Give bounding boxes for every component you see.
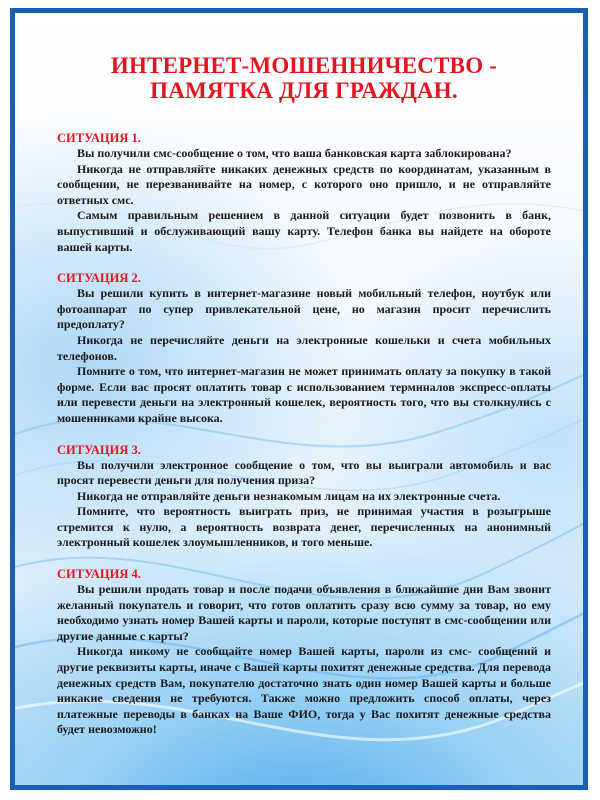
poster-frame [10, 8, 588, 790]
situation-paragraph: Никогда не перечисляйте деньги на электронные кошельки и счета мобильных телефонов. [57, 332, 551, 363]
page-title [57, 53, 551, 103]
title-line-1: ИНТЕРНЕТ-МОШЕННИЧЕСТВО - [110, 53, 498, 78]
situation-paragraph: Никогда не отправляйте никаких денежных средств по координатам, указанным в сообщении, не перезванивайте на номер, с которого оно пришло, и не отправляйте ответных смс. [57, 161, 551, 207]
situation-heading: СИТУАЦИЯ 1. [57, 131, 141, 145]
situation-paragraph: Помните о том, что интернет-магазин не может принимать оплату за покупку в такой форме. Если вас просят оплатить товар с использованием терминалов экспресс-оплаты или перевести деньги на электронный кошелек, вероятность того, что вы столкнулись с мошенниками крайне высока. [57, 364, 551, 425]
situation-4 [57, 567, 551, 738]
situation-heading: СИТУАЦИЯ 4. [57, 567, 141, 582]
situation-paragraph: Вы решили продать товар и после подачи объявления в ближайшие дни Вам звонит желанный покупатель и говорит, что готов оплатить сразу всю сумму за товар, но ему необходимо узнать номер Вашей карты и пароли, которые поступят в смс-сообщении или другие данные с карты? [57, 582, 551, 643]
situation-paragraph: Помните, что вероятность выиграть приз, не принимая участия в розыгрыше стремится к нулю, а вероятность возврата денег, перечисленных на анонимный электронный кошелек злоумышленников, и того меньше. [57, 504, 551, 550]
situation-paragraph: Вы получили смс-сообщение о том, что ваша банковская карта заблокирована? [77, 146, 512, 160]
situation-paragraph: Никогда никому не сообщайте номер Вашей карты, пароли из смс- сообщений и другие реквизиты карты, иначе с Вашей карты похитят денежные средства. Для перевода денежных средств Вам, покупателю достаточно знать один номер Вашей карты и больше никакие сведения не требуются. Также можно предложить способ оплаты, через платежные переводы в банках на Ваше ФИО, тогда у Вас похитят денежные средства будет невозможно! [57, 644, 551, 737]
situation-paragraph: Вы решили купить в интернет-магазине новый мобильный телефон, ноутбук или фотоаппарат по супер привлекательной цене, но магазин просит перечислить предоплату? [57, 286, 551, 332]
situation-heading: СИТУАЦИЯ 3. [57, 442, 141, 457]
situation-3 [57, 443, 551, 552]
situation-paragraph: Никогда не отправляйте деньги незнакомым лицам на их электронные счета. [77, 488, 501, 503]
situation-heading: СИТУАЦИЯ 2. [57, 271, 141, 286]
title-line-2: ПАМЯТКА ДЛЯ ГРАЖДАН. [150, 78, 458, 103]
situation-paragraph: Самым правильным решением в данной ситуации будет позвонить в банк, выпустивший и обслуживающий вашу карту. Телефон банка вы найдете на обороте вашей карты. [57, 208, 551, 254]
situation-1 [57, 131, 551, 255]
situation-paragraph: Вы получили электронное сообщение о том, что вы выиграли автомобиль и вас просят перевести деньги для получения приза? [57, 457, 551, 488]
situation-2 [57, 271, 551, 426]
poster-content [57, 53, 551, 754]
